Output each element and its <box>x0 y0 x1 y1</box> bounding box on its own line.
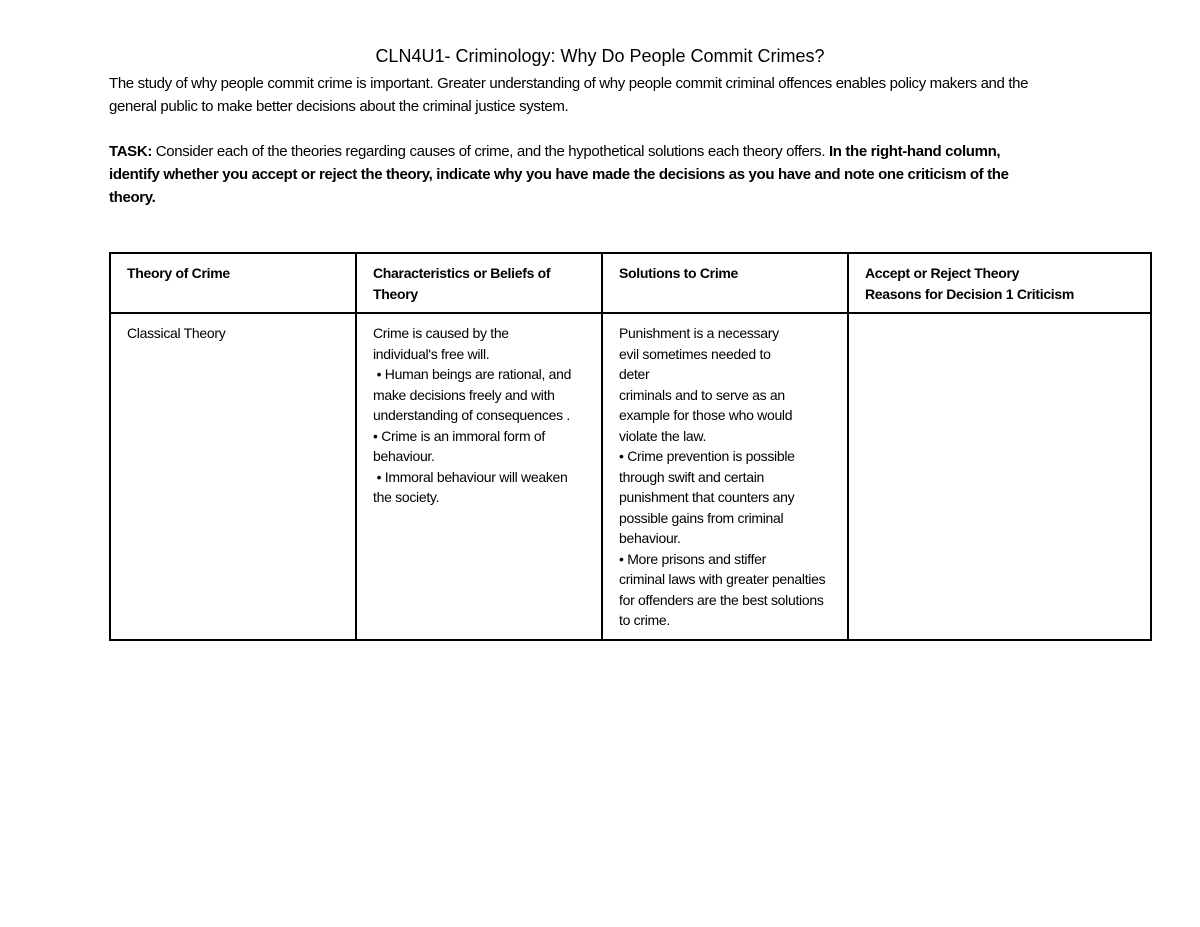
solutions-line: deter <box>619 366 650 382</box>
solutions-line: criminals and to serve as an <box>619 386 785 403</box>
task-text: Consider each of the theories regarding causes of crime, and the hypothetical solutions each theory offers. <box>151 143 829 160</box>
header-label: Characteristics or Beliefs of <box>373 265 551 281</box>
task-emphasis: theory. <box>109 189 156 206</box>
cell-theory <box>110 313 356 640</box>
theory-name: Classical Theory <box>127 325 226 341</box>
solutions-line: punishment that counters any <box>619 489 795 505</box>
intro-line: general public to make better decisions about the criminal justice system. <box>109 98 569 115</box>
task-emphasis: identify whether you accept or reject the theory, indicate why you have made the decisions as you have and note one criticism of the <box>109 166 1009 183</box>
characteristics-line: behaviour. <box>373 448 435 464</box>
header-accept-reject <box>848 253 1151 313</box>
characteristics-line: individual's free will. <box>373 345 490 362</box>
characteristics-line: the society. <box>373 489 440 505</box>
characteristics-line: • Crime is an immoral form of <box>373 427 546 444</box>
solutions-line: • Crime prevention is possible <box>619 448 795 464</box>
solutions-line: for offenders are the best solutions <box>619 591 824 608</box>
theories-table <box>109 252 1152 641</box>
intro-paragraph <box>109 72 1099 118</box>
cell-solutions <box>602 313 848 640</box>
characteristics-line: understanding of consequences . <box>373 407 570 423</box>
header-solutions <box>602 253 848 313</box>
task-line <box>109 140 1099 163</box>
task-instructions <box>109 140 1099 209</box>
table-header-row <box>110 253 1151 313</box>
cell-accept-reject[interactable] <box>848 313 1151 640</box>
solutions-line: Punishment is a necessary <box>619 325 779 341</box>
intro-line: The study of why people commit crime is important. Greater understanding of why people commit criminal offences enables policy makers and the <box>109 75 1029 92</box>
header-label: Theory of Crime <box>127 265 230 281</box>
header-label: Reasons for Decision 1 Criticism <box>865 285 1075 302</box>
solutions-line: to crime. <box>619 612 670 628</box>
header-label: Accept or Reject Theory <box>865 265 1020 281</box>
characteristics-line: make decisions freely and with <box>373 386 555 403</box>
header-label: Solutions to Crime <box>619 265 739 281</box>
solutions-line: example for those who would <box>619 407 793 423</box>
table-row <box>110 313 1151 640</box>
solutions-line: behaviour. <box>619 530 681 546</box>
solutions-line: possible gains from criminal <box>619 509 784 526</box>
document-title: CLN4U1- Criminology: Why Do People Commit Crimes? <box>375 46 825 66</box>
task-label: TASK: <box>109 143 152 160</box>
solutions-line: violate the law. <box>619 427 707 444</box>
solutions-line: through swift and certain <box>619 468 765 485</box>
cell-characteristics <box>356 313 602 640</box>
task-emphasis: In the right-hand column, <box>828 143 1001 160</box>
solutions-line: criminal laws with greater penalties <box>619 571 826 587</box>
header-theory-of-crime <box>110 253 356 313</box>
solutions-line: • More prisons and stiffer <box>619 550 767 567</box>
characteristics-line: • Immoral behaviour will weaken <box>373 468 568 485</box>
header-label: Theory <box>373 285 418 302</box>
solutions-line: evil sometimes needed to <box>619 345 771 362</box>
characteristics-line: Crime is caused by the <box>373 325 509 341</box>
header-characteristics <box>356 253 602 313</box>
characteristics-line: • Human beings are rational, and <box>373 366 572 382</box>
